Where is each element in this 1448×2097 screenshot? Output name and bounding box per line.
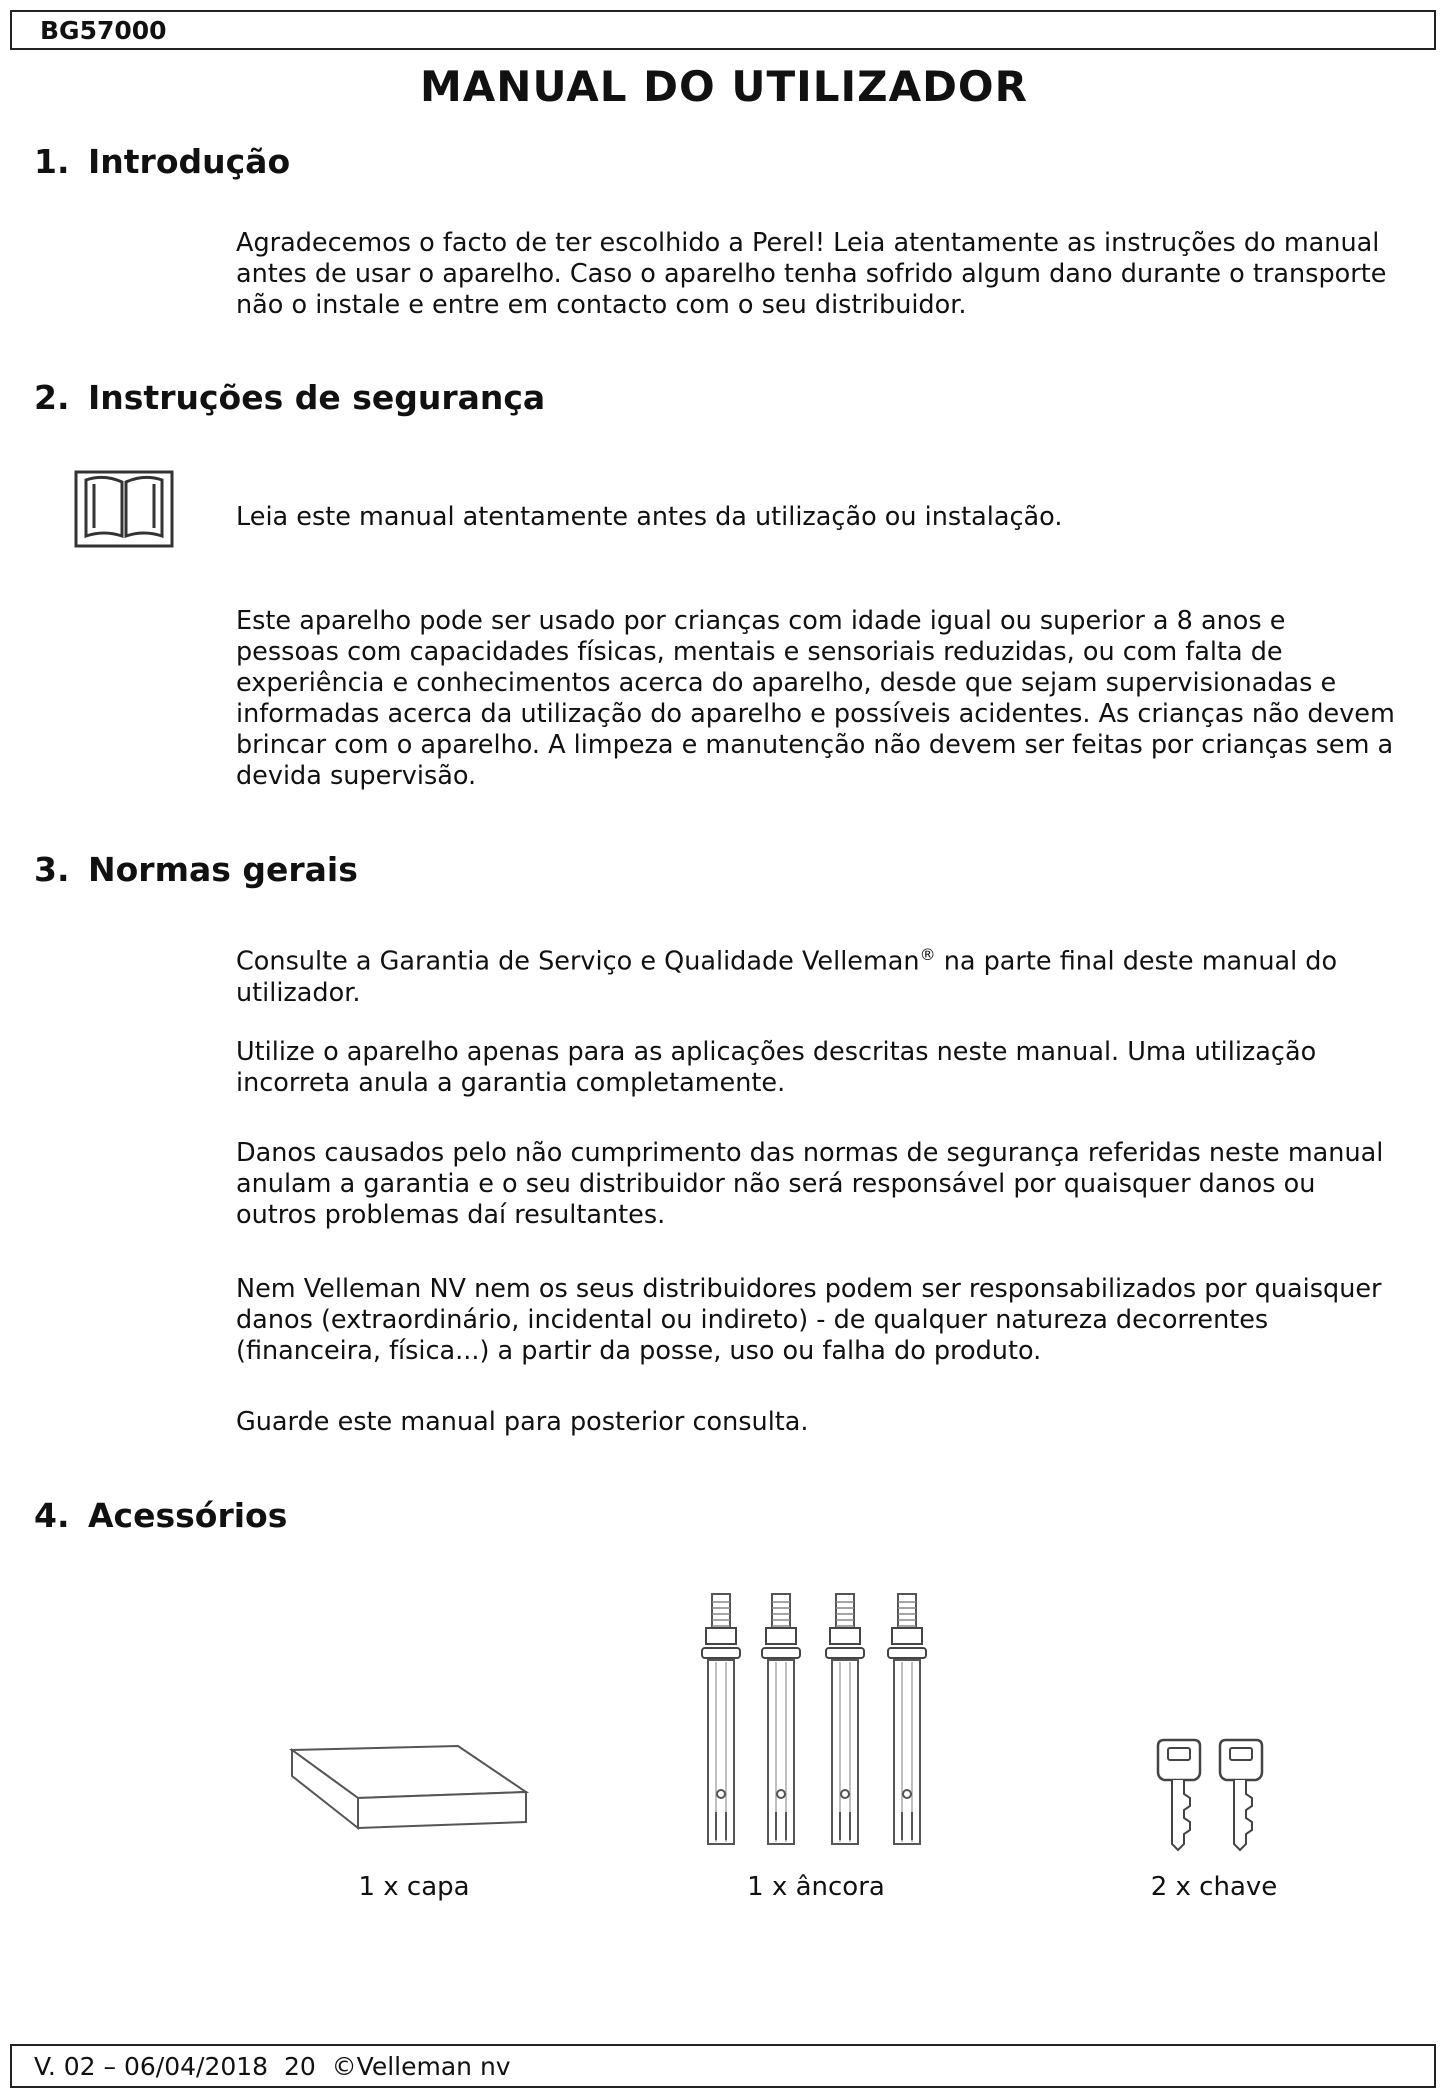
safety-children-text: Este aparelho pode ser usado por crianças com idade igual ou superior a 8 anos e pessoas com capacidades físicas, mentais e sensoriais reduzidas, ou com falta de experiência e conhecimentos acerca do aparelho, desde que sejam supervisionadas e informadas acerca da utilização do aparelho e possíveis acidentes. As crianças não devem brincar com o aparelho. A limpeza e manutenção não devem ser feitas por crianças sem a devida supervisão.: [236, 606, 1395, 791]
intro-paragraph: Agradecemos o facto de ter escolhido a Perel! Leia atentamente as instruções do manual antes de usar o aparelho. Caso o aparelho tenha sofrido algum dano durante o transporte não o instale e entre em contacto com o seu distribuidor.: [236, 228, 1387, 320]
footer-text: V. 02 – 06/04/2018 20 ©Velleman nv: [34, 2052, 511, 2081]
safety-read-manual-text: Leia este manual atentamente antes da utilização ou instalação.: [236, 502, 1063, 532]
section-1-number: 1.: [34, 142, 70, 181]
anchor-bolts-icon: [700, 1592, 934, 1856]
section-2-number: 2.: [34, 378, 70, 417]
damage-paragraph: Danos causados pelo não cumprimento das normas de segurança referidas neste manual anulam a garantia e o seu distribuidor não será responsável por quaisquer danos ou outros problemas daí resultantes.: [236, 1138, 1384, 1230]
keys-icon: [1152, 1738, 1278, 1852]
header-box: [10, 10, 1436, 50]
accessory-label-anchor: 1 x âncora: [747, 1872, 885, 1902]
section-1-title: Introdução: [88, 142, 291, 181]
section-2-title: Instruções de segurança: [88, 378, 546, 417]
cover-plate-icon: [288, 1742, 530, 1832]
section-4-number: 4.: [34, 1496, 70, 1535]
liability-paragraph: Nem Velleman NV nem os seus distribuidores podem ser responsabilizados por quaisquer danos (extraordinário, incidental ou indireto) - de qualquer natureza decorrentes (financeira, física...) a partir da posse, uso ou falha do produto.: [236, 1274, 1382, 1366]
model-number: BG57000: [40, 16, 167, 45]
section-4-title: Acessórios: [88, 1496, 288, 1535]
registered-mark: ®: [919, 945, 936, 964]
accessory-label-keys: 2 x chave: [1150, 1872, 1278, 1902]
section-1-heading: [34, 142, 290, 181]
keep-manual-paragraph: Guarde este manual para posterior consulta.: [236, 1407, 809, 1437]
section-3-heading: [34, 850, 358, 889]
section-4-heading: [34, 1496, 287, 1535]
warranty-paragraph: [236, 939, 1396, 1009]
read-manual-icon: [74, 470, 174, 548]
accessory-label-cover: 1 x capa: [358, 1872, 470, 1902]
section-3-title: Normas gerais: [88, 850, 358, 889]
section-3-number: 3.: [34, 850, 70, 889]
page-title: MANUAL DO UTILIZADOR: [420, 62, 1028, 111]
warranty-text-end: na parte final deste manual do utilizador.: [236, 946, 1338, 1008]
warranty-text-start: Consulte a Garantia de Serviço e Qualidade Velleman: [236, 946, 920, 977]
section-2-heading: [34, 378, 545, 417]
usage-paragraph: Utilize o aparelho apenas para as aplicações descritas neste manual. Uma utilização incorreta anula a garantia completamente.: [236, 1037, 1317, 1098]
